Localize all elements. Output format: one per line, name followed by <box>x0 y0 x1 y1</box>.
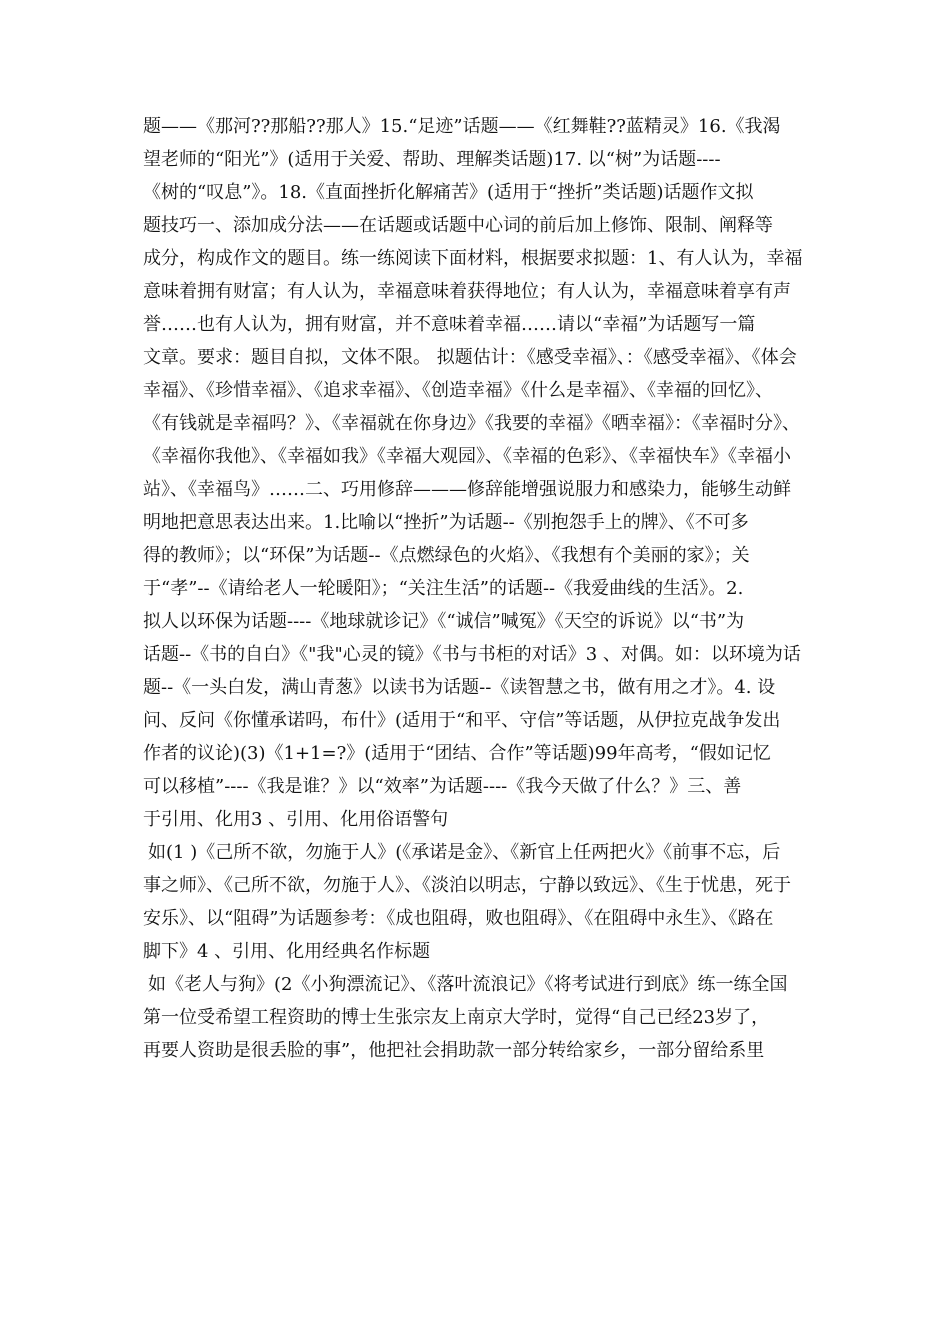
text-line: 《幸福你我他》、《幸福如我》《幸福大观园》、《幸福的色彩》、《幸福快车》《幸福小 <box>143 446 791 467</box>
text-line: 得的教师》；以“环保”为话题--《点燃绿色的火焰》、《我想有个美丽的家》；关 <box>143 545 750 566</box>
text-line: 意味着拥有财富；有人认为，幸福意味着获得地位；有人认为，幸福意味着享有声 <box>143 281 791 302</box>
text-line: 事之师》、《己所不欲，勿施于人》、《淡泊以明志，宁静以致远》、《生于忧患，死于 <box>143 875 791 896</box>
text-line: 题——《那河??那船??那人》15.“足迹”话题——《红舞鞋??蓝精灵》16.《我渴 <box>143 116 781 137</box>
text-line: 作者的议论)(3)《1+1=?》(适用于“团结、合作”等话题)99年高考，“假如记忆 <box>143 743 771 764</box>
text-line: 誉……也有人认为，拥有财富，并不意味着幸福……请以“幸福”为话题写一篇 <box>143 314 756 335</box>
text-line: 如《老人与狗》(2《小狗漂流记》、《落叶流浪记》《将考试进行到底》练一练全国 <box>148 974 788 995</box>
text-line: 站》、《幸福鸟》……二、巧用修辞———修辞能增强说服力和感染力，能够生动鲜 <box>143 479 791 500</box>
text-line: 安乐》、以“阻碍”为话题参考：《成也阻碍，败也阻碍》、《在阻碍中永生》、《路在 <box>143 908 774 929</box>
text-line: 话题--《书的自白》《"我"心灵的镜》《书与书柜的对话》3 、对偶。如：以环境为话 <box>143 644 801 665</box>
text-line: 再要人资助是很丢脸的事”，他把社会捐助款一部分转给家乡，一部分留给系里 <box>143 1040 765 1061</box>
text-line: 问、反问《你懂承诺吗，布什》(适用于“和平、守信”等话题，从伊拉克战争发出 <box>143 710 781 731</box>
text-line: 幸福》、《珍惜幸福》、《追求幸福》、《创造幸福》《什么是幸福》、《幸福的回忆》、 <box>143 380 773 401</box>
text-line: 脚下》4 、引用、化用经典名作标题 <box>143 941 431 962</box>
text-line: 明地把意思表达出来。1.比喻以“挫折”为话题--《别抱怨手上的牌》、《不可多 <box>143 512 749 533</box>
text-line: 如(1 )《己所不欲，勿施于人》(《承诺是金》、《新官上任两把火》《前事不忘，后 <box>148 842 781 863</box>
text-line: 题技巧一、添加成分法——在话题或话题中心词的前后加上修饰、限制、阐释等 <box>143 215 773 236</box>
text-line: 于引用、化用3 、引用、化用俗语警句 <box>143 809 449 830</box>
text-line: 成分，构成作文的题目。练一练阅读下面材料，根据要求拟题：1、有人认为，幸福 <box>143 248 803 269</box>
text-line: 第一位受希望工程资助的博士生张宗友上南京大学时，觉得“自己已经23岁了， <box>143 1007 770 1028</box>
text-line: 拟人以环保为话题----《地球就诊记》《“诚信”喊冤》《天空的诉说》以“书”为 <box>143 611 745 632</box>
text-line: 望老师的“阳光”》(适用于关爱、帮助、理解类话题)17. 以“树”为话题---- <box>143 149 721 170</box>
text-line: 于“孝”--《请给老人一轮暖阳》；“关注生活”的话题--《我爱曲线的生活》。2. <box>143 578 744 599</box>
text-line: 文章。要求：题目自拟，文体不限。 拟题估计：《感受幸福》、：《感受幸福》、《体会 <box>143 347 797 368</box>
text-line: 《有钱就是幸福吗？》、《幸福就在你身边》《我要的幸福》《晒幸福》：《幸福时分》、 <box>143 413 800 434</box>
text-line: 《树的“叹息”》。18.《直面挫折化解痛苦》(适用于“挫折”类话题)话题作文拟 <box>143 182 754 203</box>
text-line: 可以移植”----《我是谁？》以“效率”为话题----《我今天做了什么？》三、善 <box>143 776 742 797</box>
text-line: 题--《一头白发，满山青葱》以读书为话题--《读智慧之书，做有用之才》。4. 设 <box>143 677 776 698</box>
body-text <box>143 110 813 1067</box>
